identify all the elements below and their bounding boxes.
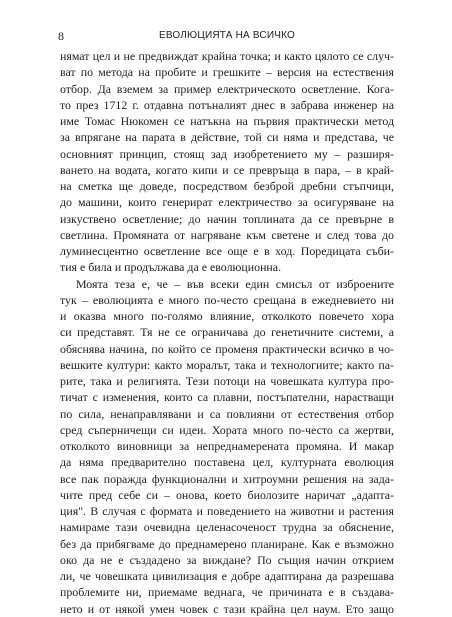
text-line: отколкото виновници за непреднамерената промяна. И макар [60,439,394,453]
text-line: на сметка ще доведе, посредством безброй дребни стъпчици, [60,179,394,193]
text-line: ват по метода на пробите и грешките – версия на естествения [60,65,394,80]
text-line: без да прибягваме до преднамерено планиране. Как е възможно [60,536,394,551]
text-line: обяснява начина, по който се променя практически всичко в чо- [60,341,394,356]
text-line: изкуствено осветление; до начин топлината да се превърне в [60,211,394,226]
text-line: вешките култури: както моралът, така и технологиите; както па- [60,357,394,372]
text-line: отбор. Да вземем за пример електрическото осветление. Кога- [60,81,394,96]
text-line: тук – еволюцията е много по-често срещана в ежедневието ни [60,292,394,307]
text-line: намираме тази очевидна целенасоченост трудна за обяснение, [60,520,394,535]
text-line: проблемите ни, приемаме веднага, че причината е в създава- [60,585,394,600]
text-line: луминесцентно осветление все още е в ход. Поредицата съби- [60,244,394,258]
text-line: и оказва много по-голямо влияние, отколкото повечето хора [60,309,394,323]
page-number: 8 [58,29,64,43]
text-line: ция". В случая с формата и поведението на животни и растения [60,504,394,518]
text-line: име Томас Нюкомен се натъкна на първия практически метод [60,114,394,128]
paragraph-first-line: Моята теза е, че – във всеки един смисъл от изброените [76,276,394,291]
text-line: чите пред себе си – онова, което биолозите наричат „адапта- [60,487,394,502]
text-line: до машини, които генерират електричество за осигуряване на [60,195,394,210]
text-line: нето и от някой умен човек с тази крайна цел наум. Ето защо [60,601,394,616]
text-line: все пак поражда функционални и хитроумни решения на зада- [60,471,394,486]
text-line: то през 1712 г. отдавна потъналият днес в забрава инженер на [60,97,394,112]
text-line: основният принцип, стоящ зад изобретението му – разширя- [60,146,394,161]
text-line: нямат цел и не предвиждат крайна точка; и както цялото се случ- [60,49,394,63]
text-line: светлина. Промяната от нагряване към светене и след това до [60,227,394,242]
text-line: тичат с изменения, които са плавни, постъпателни, нарастващи [60,390,394,405]
text-line: по сила, ненаправлявани и са повлияни от естествения отбор [60,406,394,421]
text-line: ли, че човешката цивилизация е добре адаптирана да разрешава [60,569,394,583]
text-line: сред съперничещи си идеи. Хората много по-често са жертви, [60,422,394,437]
text-line: око да не е създадено за виждане? По същия начин открием [60,552,394,567]
body-text [60,48,394,617]
paragraph-last-line: тия е била и продължава да е еволюционна. [60,260,282,275]
text-line: за впрягане на парата в действие, той си няма и представа, че [60,130,394,145]
text-line: ването на водата, когато кипи и се превръща в пара, – в край- [60,162,394,177]
text-line: рите, така и религията. Тези потоци на човешката култура про- [60,374,394,388]
text-line: си представят. Тя не се ограничава до генетичните системи, а [60,325,394,340]
running-header: ЕВОЛЮЦИЯТА НА ВСИЧКО [159,30,295,41]
text-line: да няма предварително поставена цел, културната еволюция [60,455,394,470]
